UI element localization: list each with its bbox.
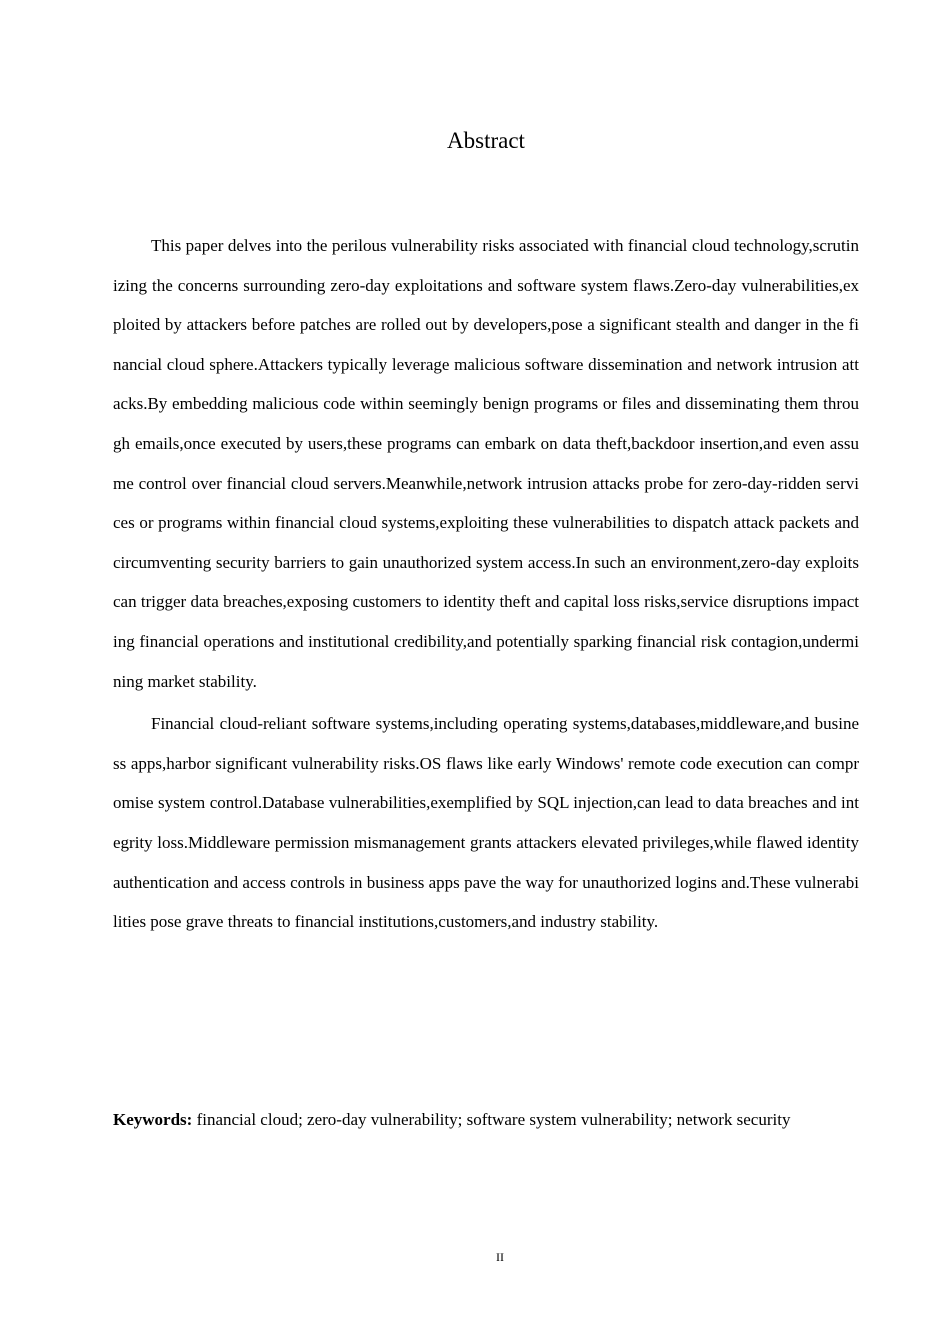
- page-number: II: [496, 1250, 504, 1264]
- keywords-text: financial cloud; zero-day vulnerability; software system vulnerability; network security: [196, 1110, 791, 1129]
- keywords-label: Keywords:: [113, 1110, 193, 1129]
- abstract-body: [113, 226, 859, 942]
- abstract-title: Abstract: [447, 128, 525, 153]
- abstract-paragraph-2: Financial cloud-reliant software systems,including operating systems,databases,middleware,and business apps,harbor significant vulnerability risks.OS flaws like early Windows' remote code execution can compromise system control.Database vulnerabilities,exemplified by SQL injection,can lead to data breaches and integrity loss.Middleware permission mismanagement grants attackers elevated privileges,while flawed identity authentication and access controls in business apps pave the way for unauthorized logins and.These vulnerabilities pose grave threats to financial institutions,customers,and industry stability.: [113, 714, 859, 932]
- abstract-paragraph-1: This paper delves into the perilous vulnerability risks associated with financial cloud technology,scrutinizing the concerns surrounding zero-day exploitations and software system flaws.Zero-day vulnerabilities,exploited by attackers before patches are rolled out by developers,pose a significant stealth and danger in the financial cloud sphere.Attackers typically leverage malicious software dissemination and network intrusion attacks.By embedding malicious code within seemingly benign programs or files and disseminating them through emails,once executed by users,these programs can embark on data theft,backdoor insertion,and even assume control over financial cloud servers.Meanwhile,network intrusion attacks probe for zero-day-ridden services or programs within financial cloud systems,exploiting these vulnerabilities to dispatch attack packets and circumventing security barriers to gain unauthorized system access.In such an environment,zero-day exploits can trigger data breaches,exposing customers to identity theft and capital loss risks,service disruptions impacting financial operations and institutional credibility,and potentially sparking financial risk contagion,undermining market stability.: [113, 236, 859, 691]
- keywords-line: [113, 1100, 859, 1140]
